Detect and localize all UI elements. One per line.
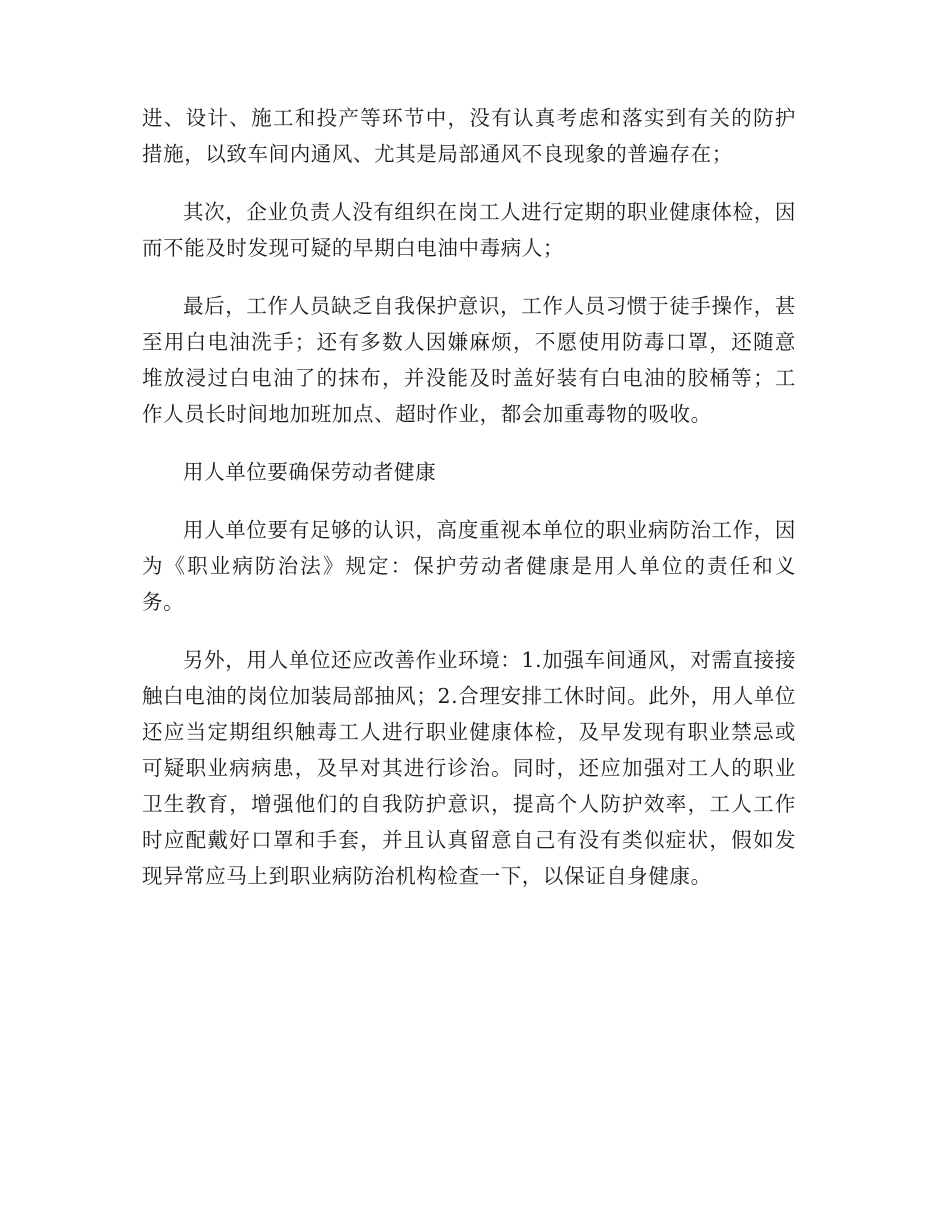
section-heading: 用人单位要确保劳动者健康 <box>183 460 437 484</box>
document-body <box>142 100 796 916</box>
paragraph-final-reason: 最后，工作人员缺乏自我保护意识，工作人员习惯于徒手操作，甚至用白电油洗手；还有多数人因嫌麻烦，不愿使用防毒口罩，还随意堆放浸过白电油了的抹布，并没能及时盖好装有白电油的胶桶等；工作人员长时间地加班加点、超时作业，都会加重毒物的吸收。 <box>142 294 796 426</box>
paragraph-improvement-measures: 另外，用人单位还应改善作业环境：1.加强车间通风，对需直接接触白电油的岗位加装局部抽风；2.合理安排工休时间。此外，用人单位还应当定期组织触毒工人进行职业健康体检，及早发现有职业禁忌或可疑职业病病患，及早对其进行诊治。同时，还应加强对工人的职业卫生教育，增强他们的自我防护意识，提高个人防护效率，工人工作时应配戴好口罩和手套，并且认真留意自己有没有类似症状，假如发现异常应马上到职业病防治机构检查一下，以保证自身健康。 <box>142 648 796 888</box>
paragraph-second-reason: 其次，企业负责人没有组织在岗工人进行定期的职业健康体检，因而不能及时发现可疑的早期白电油中毒病人； <box>142 200 796 260</box>
paragraph-employer-responsibility: 用人单位要有足够的认识，高度重视本单位的职业病防治工作，因为《职业病防治法》规定：保护劳动者健康是用人单位的责任和义务。 <box>142 518 796 614</box>
paragraph-continued: 进、设计、施工和投产等环节中，没有认真考虑和落实到有关的防护措施，以致车间内通风、尤其是局部通风不良现象的普遍存在； <box>142 106 796 166</box>
